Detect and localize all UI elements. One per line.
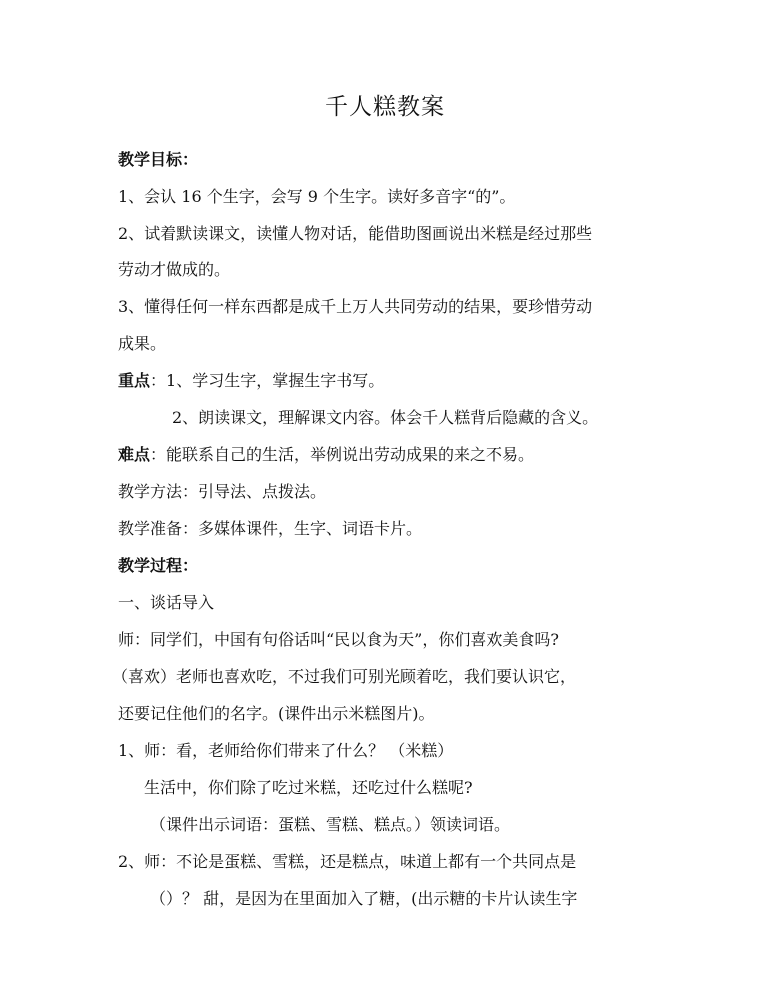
objective-item-3-line-2: 成果。: [118, 334, 167, 353]
document-title: 千人糕教案: [325, 94, 445, 120]
paragraph-1-line-1: 师：同学们，中国有句俗话叫“民以食为天”，你们喜欢美食吗?: [118, 630, 559, 649]
step-1-line-2: 生活中，你们除了吃过米糕，还吃过什么糕呢?: [144, 778, 473, 797]
step-1-line-1: 1、师：看，老师给你们带来了什么？ （米糕）: [118, 741, 454, 760]
objective-item-2-line-1: 2、试着默读课文，读懂人物对话，能借助图画说出米糕是经过那些: [118, 224, 593, 243]
objectives-heading: 教学目标：: [118, 150, 199, 169]
step-1-line-3: （课件出示词语：蛋糕、雪糕、糕点。）领读词语。: [150, 815, 511, 834]
teaching-preparation: 教学准备：多媒体课件，生字、词语卡片。: [118, 519, 423, 538]
paragraph-1-line-2: （喜欢）老师也喜欢吃，不过我们可别光顾着吃，我们要认识它，: [112, 667, 577, 686]
process-heading: 教学过程：: [118, 556, 199, 575]
teaching-method: 教学方法：引导法、点拨法。: [118, 482, 327, 501]
objective-item-3-line-1: 3、懂得任何一样东西都是成千上万人共同劳动的结果，要珍惜劳动: [118, 297, 593, 316]
step-2-line-2: （）？ 甜，是因为在里面加入了糖，(出示糖的卡片认读生字: [150, 889, 578, 908]
difficulty-text: ：能联系自己的生活，举例说出劳动成果的来之不易。: [150, 445, 535, 464]
paragraph-1-line-3: 还要记住他们的名字。(课件出示米糕图片)。: [118, 704, 435, 723]
key-points-line-2: 2、朗读课文，理解课文内容。体会千人糕背后隐藏的含义。: [172, 408, 599, 427]
key-points-label: 重点: [118, 371, 151, 390]
section-1-title: 一、谈话导入: [118, 593, 215, 612]
difficulty-label: 难点: [118, 445, 151, 464]
key-points-line-1: [118, 371, 384, 391]
objective-item-1: 1、会认 16 个生字，会写 9 个生字。读好多音字“的”。: [118, 187, 516, 206]
objective-item-2-line-2: 劳动才做成的。: [118, 260, 231, 279]
difficulty-line: [118, 445, 534, 465]
step-2-line-1: 2、师：不论是蛋糕、雪糕，还是糕点，味道上都有一个共同点是: [118, 852, 577, 871]
key-points-text-1: ：1、学习生字，掌握生字书写。: [150, 371, 385, 390]
